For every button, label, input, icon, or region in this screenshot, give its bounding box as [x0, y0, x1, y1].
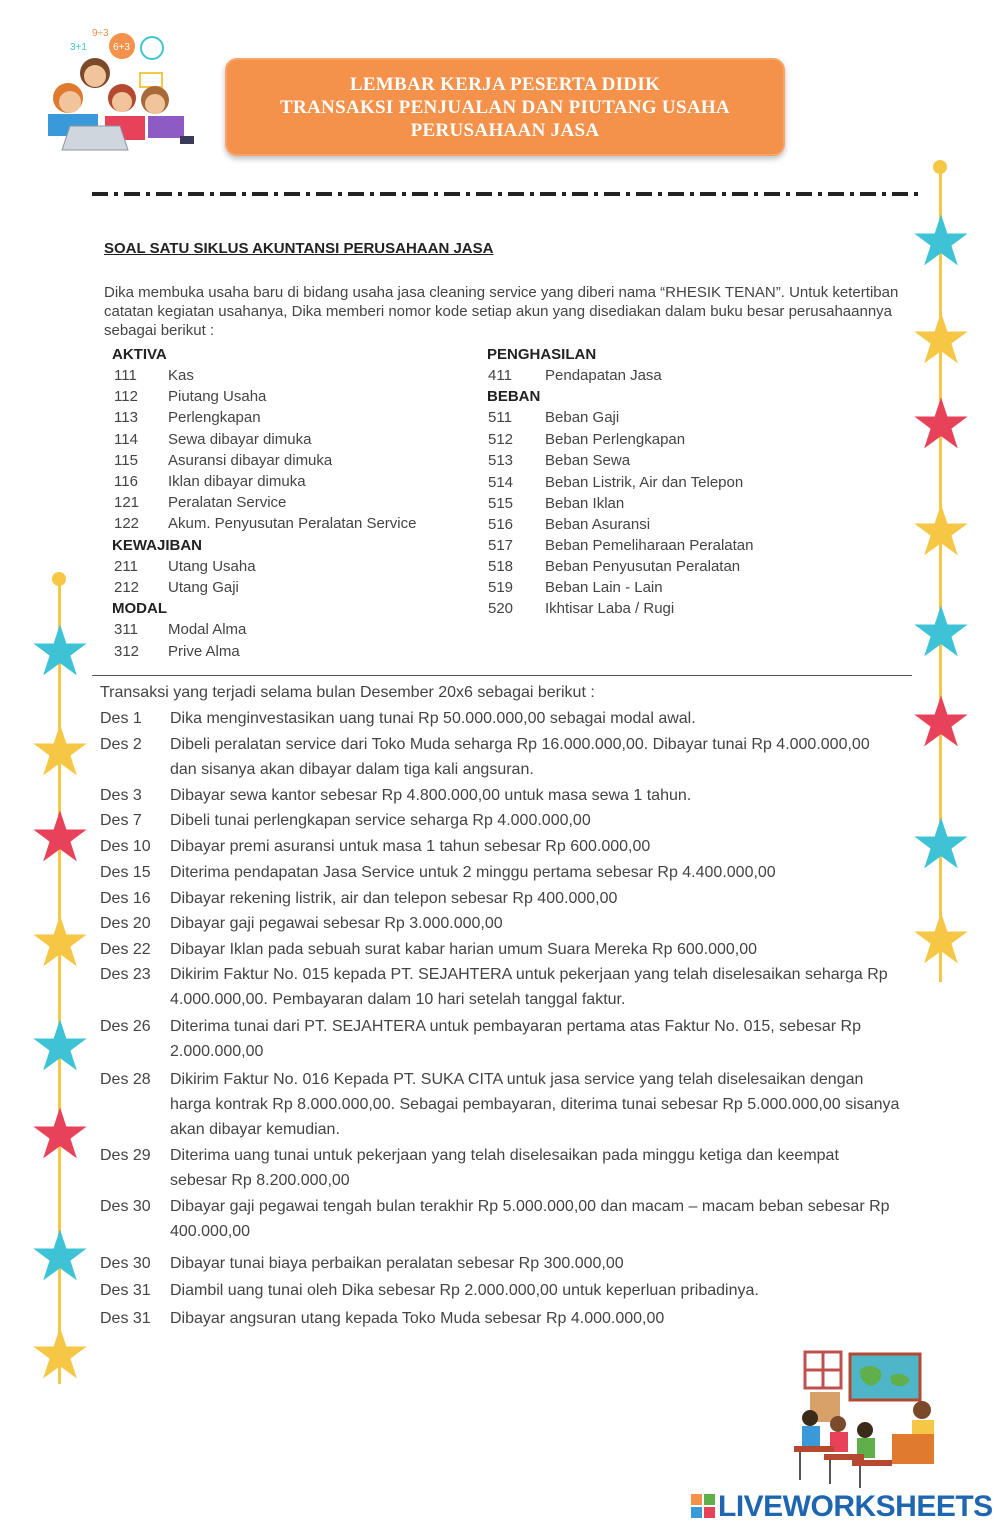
account-code: 112 — [114, 388, 138, 405]
transaction-row — [100, 1014, 900, 1060]
transaction-row — [100, 808, 900, 833]
transaction-row — [100, 732, 900, 778]
account-item — [488, 495, 624, 512]
transaction-row — [100, 1278, 900, 1303]
account-name: Sewa dibayar dimuka — [168, 431, 312, 448]
account-name: Beban Perlengkapan — [545, 431, 686, 448]
star-icon — [31, 913, 89, 971]
section-title: SOAL SATU SIKLUS AKUNTANSI PERUSAHAAN JASA — [104, 240, 494, 257]
account-code: 111 — [114, 367, 137, 384]
account-item — [114, 515, 416, 532]
account-item — [488, 516, 650, 533]
star-icon — [31, 1105, 89, 1163]
account-code: 115 — [114, 452, 138, 469]
transaction-text: Dikirim Faktur No. 016 Kepada PT. SUKA CITA untuk jasa service yang telah diselesaikan dengan harga kontrak Rp 8.000.000,00. Sebagai pembayaran, diterima tunai sebesar Rp 5.000.000,00 sisanya akan dibayar kemudian. — [170, 1071, 900, 1138]
account-code: 515 — [488, 495, 514, 512]
transaction-date: Des 1 — [100, 710, 142, 727]
svg-text:3+1: 3+1 — [70, 42, 87, 53]
group-heading-beban: BEBAN — [487, 388, 541, 405]
account-name: Ikhtisar Laba / Rugi — [545, 600, 675, 617]
star-icon — [31, 1325, 89, 1383]
account-code: 116 — [114, 473, 138, 490]
transaction-date: Des 22 — [100, 941, 151, 958]
star-icon — [31, 722, 89, 780]
transaction-row — [100, 706, 900, 731]
account-item — [488, 367, 662, 384]
account-name: Utang Gaji — [168, 579, 239, 596]
section-divider — [92, 675, 912, 676]
account-item — [114, 579, 239, 596]
account-code: 518 — [488, 558, 514, 575]
account-item — [488, 452, 630, 469]
account-item — [488, 537, 753, 554]
transaction-date: Des 2 — [100, 736, 142, 753]
account-code: 122 — [114, 515, 140, 532]
transaction-row — [100, 886, 900, 911]
account-code: 513 — [488, 452, 514, 469]
svg-text:6+3: 6+3 — [113, 42, 130, 53]
transaction-row — [100, 834, 900, 859]
header-line-2: TRANSAKSI PENJUALAN DAN PIUTANG USAHA — [280, 96, 730, 118]
account-name: Pendapatan Jasa — [545, 367, 662, 384]
header-banner — [225, 58, 785, 156]
account-item — [488, 474, 743, 491]
dashed-divider — [92, 192, 922, 196]
transaction-row — [100, 937, 900, 962]
account-name: Kas — [168, 367, 194, 384]
transaction-text: Dibayar gaji pegawai tengah bulan terakhir Rp 5.000.000,00 dan macam – macam beban sebesar Rp 400.000,00 — [170, 1198, 890, 1240]
transaction-text: Dibayar angsuran utang kepada Toko Muda sebesar Rp 4.000.000,00 — [170, 1310, 665, 1327]
account-name: Akum. Penyusutan Peralatan Service — [168, 515, 417, 532]
account-name: Piutang Usaha — [168, 388, 267, 405]
transaction-row — [100, 962, 900, 1008]
transaction-text: Dibeli peralatan service dari Toko Muda seharga Rp 16.000.000,00. Dibayar tunai Rp 4.000.000,00 dan sisanya akan dibayar dalam tiga kali angsuran. — [170, 736, 870, 778]
account-item — [114, 494, 286, 511]
transaction-row — [100, 1306, 900, 1331]
account-item — [114, 431, 311, 448]
liveworksheets-mark-icon — [690, 1493, 716, 1519]
account-code: 121 — [114, 494, 140, 511]
account-item — [114, 409, 261, 426]
account-name: Beban Sewa — [545, 452, 631, 469]
account-name: Beban Penyusutan Peralatan — [545, 558, 741, 575]
account-code: 516 — [488, 516, 514, 533]
account-item — [488, 558, 740, 575]
transaction-text: Dibeli tunai perlengkapan service seharga Rp 4.000.000,00 — [170, 812, 591, 829]
star-icon — [31, 1017, 89, 1075]
account-code: 511 — [488, 409, 512, 426]
star-icon — [912, 693, 970, 751]
account-name: Beban Lain - Lain — [545, 579, 663, 596]
account-item — [114, 621, 246, 638]
account-item — [488, 431, 685, 448]
liveworksheets-logo — [690, 1490, 993, 1524]
transaction-date: Des 20 — [100, 915, 151, 932]
group-heading-modal: MODAL — [112, 600, 167, 617]
transaction-date: Des 30 — [100, 1198, 151, 1215]
transaction-text: Diterima pendapatan Jasa Service untuk 2 minggu pertama sebesar Rp 4.400.000,00 — [170, 864, 776, 881]
account-code: 312 — [114, 643, 140, 660]
account-item — [114, 452, 332, 469]
account-code: 519 — [488, 579, 514, 596]
account-code: 517 — [488, 537, 514, 554]
account-name: Modal Alma — [168, 621, 247, 638]
transaction-row — [100, 911, 900, 936]
transaction-text: Diterima tunai dari PT. SEJAHTERA untuk pembayaran pertama atas Faktur No. 015, sebesar Rp 2.000.000,00 — [170, 1018, 861, 1060]
header-line-3: PERUSAHAAN JASA — [410, 119, 600, 141]
account-item — [488, 409, 619, 426]
account-item — [114, 473, 306, 490]
transaction-text: Dibayar gaji pegawai sebesar Rp 3.000.000,00 — [170, 915, 503, 932]
group-heading-kewajiban: KEWAJIBAN — [112, 537, 203, 554]
transaction-date: Des 26 — [100, 1018, 151, 1035]
account-name: Utang Usaha — [168, 558, 256, 575]
transaction-row — [100, 860, 900, 885]
account-name: Prive Alma — [168, 643, 240, 660]
star-icon — [912, 212, 970, 270]
account-name: Beban Iklan — [545, 495, 625, 512]
transaction-text: Dibayar sewa kantor sebesar Rp 4.800.000,00 untuk masa sewa 1 tahun. — [170, 787, 692, 804]
transaction-text: Dikirim Faktur No. 015 kepada PT. SEJAHTERA untuk pekerjaan yang telah diselesaikan seharga Rp 4.000.000,00. Pembayaran dalam 10 hari setelah tanggal faktur. — [170, 966, 888, 1008]
transaction-date: Des 31 — [100, 1282, 151, 1299]
account-name: Beban Listrik, Air dan Telepon — [545, 474, 744, 491]
account-name: Beban Gaji — [545, 409, 620, 426]
account-item — [114, 388, 266, 405]
account-code: 212 — [114, 579, 140, 596]
transaction-date: Des 16 — [100, 890, 151, 907]
account-item — [488, 579, 663, 596]
account-code: 211 — [114, 558, 138, 575]
account-name: Beban Asuransi — [545, 516, 651, 533]
star-icon — [912, 603, 970, 661]
header-line-1: LEMBAR KERJA PESERTA DIDIK — [349, 73, 661, 95]
group-heading-penghasilan: PENGHASILAN — [487, 346, 597, 363]
transaction-text: Dibayar tunai biaya perbaikan peralatan sebesar Rp 300.000,00 — [170, 1255, 624, 1272]
star-icon — [912, 815, 970, 873]
transaction-text: Dibayar premi asuransi untuk masa 1 tahun sebesar Rp 600.000,00 — [170, 838, 651, 855]
transaction-row — [100, 1143, 900, 1189]
transaction-date: Des 3 — [100, 787, 142, 804]
transaction-row — [100, 1067, 900, 1138]
transaction-date: Des 28 — [100, 1071, 151, 1088]
account-code: 113 — [114, 409, 138, 426]
transaction-text: Dibayar rekening listrik, air dan telepon sebesar Rp 400.000,00 — [170, 890, 618, 907]
transaction-date: Des 10 — [100, 838, 151, 855]
transaction-date: Des 7 — [100, 812, 142, 829]
star-icon — [31, 622, 89, 680]
account-code: 512 — [488, 431, 514, 448]
transaction-text: Dika menginvestasikan uang tunai Rp 50.000.000,00 sebagai modal awal. — [170, 710, 696, 727]
account-item — [114, 367, 194, 384]
star-icon — [912, 502, 970, 560]
transaction-date: Des 30 — [100, 1255, 151, 1272]
kids-laptop-illustration — [30, 18, 205, 158]
star-icon — [31, 808, 89, 866]
transaction-row — [100, 1194, 900, 1240]
star-icon — [912, 395, 970, 453]
classroom-illustration — [780, 1350, 950, 1490]
svg-text:9÷3: 9÷3 — [92, 28, 109, 39]
account-name: Perlengkapan — [168, 409, 261, 426]
account-item — [114, 558, 256, 575]
star-icon — [912, 910, 970, 968]
account-code: 411 — [488, 367, 512, 384]
star-icon — [31, 1227, 89, 1285]
transactions-intro: Transaksi yang terjadi selama bulan Desember 20x6 sebagai berikut : — [100, 684, 595, 701]
account-code: 114 — [114, 431, 138, 448]
transaction-date: Des 15 — [100, 864, 151, 881]
transaction-text: Diterima uang tunai untuk pekerjaan yang telah diselesaikan pada minggu ketiga dan keempat sebesar Rp 8.200.000,00 — [170, 1147, 839, 1189]
account-code: 311 — [114, 621, 138, 638]
transaction-text: Dibayar Iklan pada sebuah surat kabar harian umum Suara Mereka Rp 600.000,00 — [170, 941, 758, 958]
transaction-row — [100, 783, 900, 808]
transaction-row — [100, 1251, 900, 1276]
transaction-text: Diambil uang tunai oleh Dika sebesar Rp 2.000.000,00 untuk keperluan pribadinya. — [170, 1282, 759, 1299]
account-name: Asuransi dibayar dimuka — [168, 452, 333, 469]
account-name: Peralatan Service — [168, 494, 287, 511]
transaction-date: Des 29 — [100, 1147, 151, 1164]
transaction-date: Des 23 — [100, 966, 151, 983]
transaction-date: Des 31 — [100, 1310, 151, 1327]
account-name: Beban Pemeliharaan Peralatan — [545, 537, 754, 554]
account-item — [114, 643, 240, 660]
account-code: 514 — [488, 474, 514, 491]
star-icon — [912, 310, 970, 368]
account-name: Iklan dibayar dimuka — [168, 473, 306, 490]
intro-paragraph: Dika membuka usaha baru di bidang usaha jasa cleaning service yang diberi nama “RHESIK TENAN”. Untuk ketertiban catatan kegiatan usahanya, Dika memberi nomor kode setiap akun yang disediakan dalam buku besar perusahaannya sebagai berikut : — [104, 284, 899, 339]
brand-name: LIVEWORKSHEETS — [718, 1490, 993, 1523]
account-item — [488, 600, 674, 617]
account-code: 520 — [488, 600, 514, 617]
group-heading-aktiva: AKTIVA — [112, 346, 167, 363]
